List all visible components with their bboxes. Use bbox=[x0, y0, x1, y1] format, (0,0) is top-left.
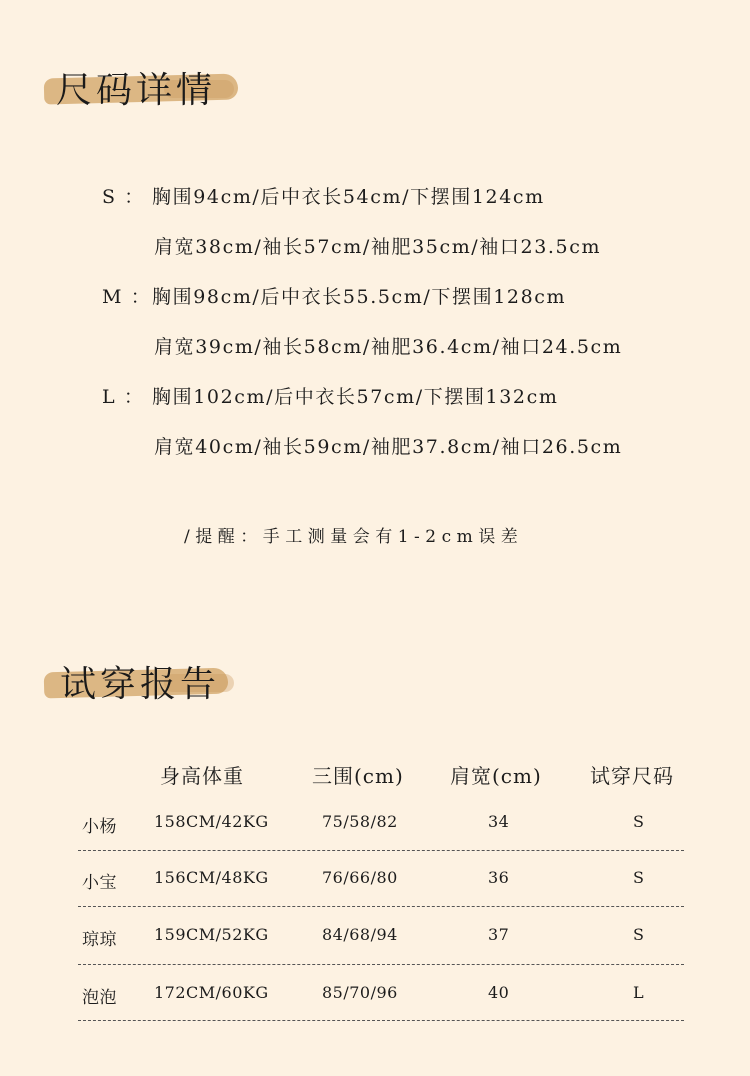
fitting-report-title: 试穿报告 bbox=[60, 664, 221, 705]
height-weight: 159CM/52KG bbox=[154, 925, 269, 944]
size-m-line2: 肩宽39cm/袖长58cm/袖肥36.4cm/袖口24.5cm bbox=[154, 336, 623, 358]
table-row bbox=[78, 983, 684, 1039]
shoulder-width: 34 bbox=[488, 812, 510, 831]
header-measurements: 三围(cm) bbox=[312, 764, 404, 788]
measurements: 85/70/96 bbox=[322, 983, 398, 1002]
measurement-note: /提醒：手工测量会有1-2cm误差 bbox=[184, 527, 524, 547]
height-weight: 172CM/60KG bbox=[154, 983, 269, 1002]
shoulder-width: 36 bbox=[488, 868, 510, 887]
fitting-report-heading bbox=[44, 656, 264, 716]
header-height-weight: 身高体重 bbox=[160, 764, 244, 788]
model-name: 琼琼 bbox=[82, 930, 117, 950]
table-row bbox=[78, 868, 684, 924]
size-details-title: 尺码详情 bbox=[56, 70, 217, 111]
size-l-line2: 肩宽40cm/袖长59cm/袖肥37.8cm/袖口26.5cm bbox=[154, 436, 623, 458]
size-label: L ： bbox=[102, 386, 145, 408]
try-size: S bbox=[633, 925, 645, 944]
try-size: S bbox=[633, 868, 645, 887]
model-name: 泡泡 bbox=[82, 988, 117, 1008]
size-label: M ： bbox=[102, 286, 152, 308]
row-divider bbox=[78, 850, 684, 851]
size-l-line1 bbox=[102, 382, 558, 409]
measurements: 75/58/82 bbox=[322, 812, 398, 831]
size-measurements: 胸围102cm/后中衣长57cm/下摆围132cm bbox=[152, 386, 559, 408]
size-m-line1 bbox=[102, 282, 566, 309]
size-s-line2: 肩宽38cm/袖长57cm/袖肥35cm/袖口23.5cm bbox=[154, 236, 602, 258]
shoulder-width: 37 bbox=[488, 925, 510, 944]
table-row bbox=[78, 812, 684, 868]
shoulder-width: 40 bbox=[488, 983, 510, 1002]
model-name: 小宝 bbox=[82, 873, 117, 893]
size-s-line1 bbox=[102, 182, 545, 209]
measurements: 84/68/94 bbox=[322, 925, 398, 944]
size-measurements: 胸围98cm/后中衣长55.5cm/下摆围128cm bbox=[152, 286, 567, 308]
size-details-heading bbox=[44, 62, 264, 122]
model-name: 小杨 bbox=[82, 817, 117, 837]
size-label: S ： bbox=[102, 186, 145, 208]
measurements: 76/66/80 bbox=[322, 868, 398, 887]
height-weight: 158CM/42KG bbox=[154, 812, 269, 831]
try-size: S bbox=[633, 812, 645, 831]
try-size: L bbox=[633, 983, 645, 1002]
row-divider bbox=[78, 1020, 684, 1021]
height-weight: 156CM/48KG bbox=[154, 868, 269, 887]
size-measurements: 胸围94cm/后中衣长54cm/下摆围124cm bbox=[152, 186, 545, 208]
row-divider bbox=[78, 964, 684, 965]
table-row bbox=[78, 925, 684, 981]
header-shoulder: 肩宽(cm) bbox=[450, 764, 542, 788]
header-try-size: 试穿尺码 bbox=[590, 764, 674, 788]
row-divider bbox=[78, 906, 684, 907]
